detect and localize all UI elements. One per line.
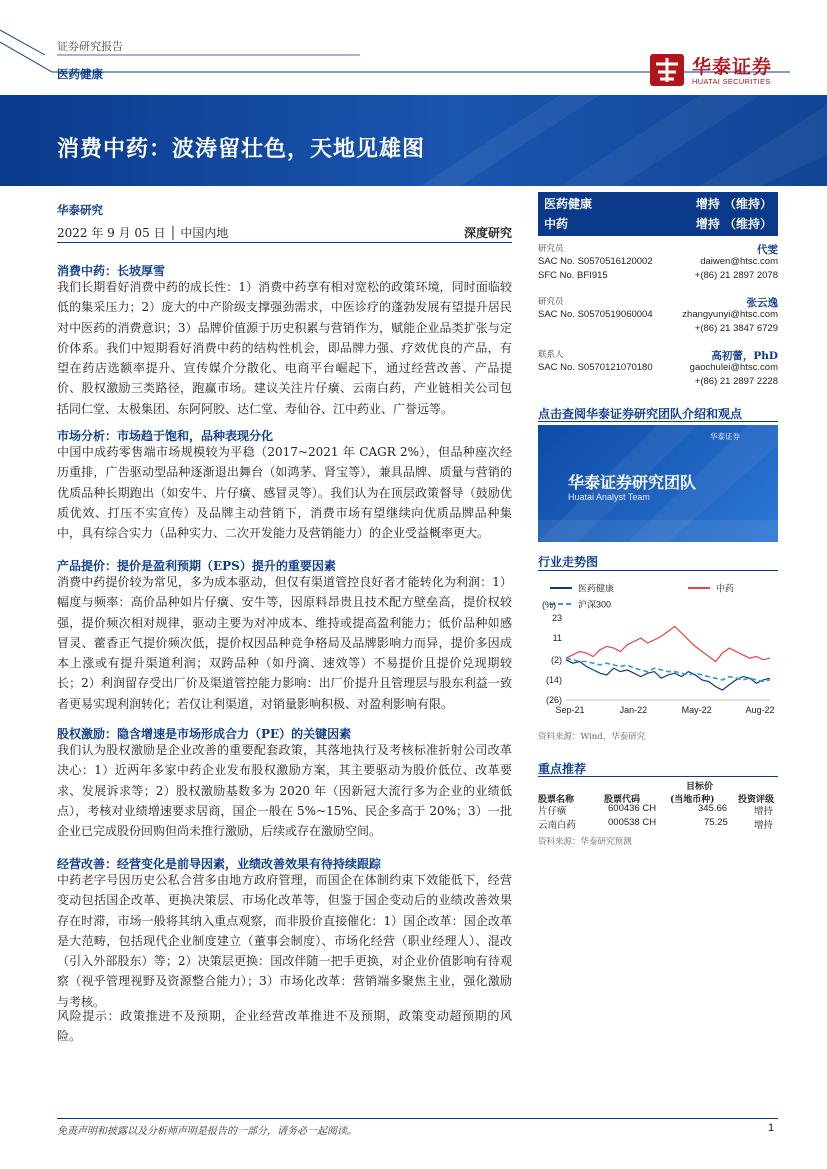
analyst-sac: SAC No. S0570121070180: [538, 362, 653, 373]
rating-row: [544, 195, 772, 215]
team-title: 华泰证券研究团队: [568, 475, 697, 492]
col-target-top: 目标价: [686, 782, 714, 792]
section-body: 我们长期看好消费中药的成长性：1）消费中药享有相对宽松的政策环境，同时面临较低的集采压力；2）庞大的中产阶级支撑强劲需求，中医诊疗的蓬勃发展有望提升居民对中医药的消费意识；3）品牌价值源于历史积累与营销作为，赋能企业品类扩张与定价体系。我们中短期看好消费中药的结构性机会，即品牌力强、疗效优良的产品，有望在药店选额率提升、宣传媒介分散化、电商平台崛起下，通过经营改善、产品提价、股权激励三类路径，跑赢市场。建议关注片仔癀、云南白药，产业链相关公司包括同仁堂、太极集团、东阿阿胶、达仁堂、寿仙谷、江中药业、广誉远等。: [57, 280, 512, 416]
divider: [538, 570, 778, 571]
analyst-card: [538, 242, 778, 284]
section-body: 中药老字号因历史公私合营多由地方政府管理，而国企在体制约束下效能低下，经营变动包括国企改革、更换决策层、市场化改革等，但鉴于国企变动后的业绩改善效果存在时滞，市场一般将其纳入重点观察，而非股价直接催化：1）国企改革：国企改革是大范畴，包括现代企业制度建立（董事会制度）、市场化经营（职业经理人）、混改（引入外部股东）等；2）决策层更换：国改伴随一把手更换，对企业价值影响有待观察（视乎管理视野及资源整合能力）；3）市场化改革：营销端多聚焦主业，强化激励与考核。: [57, 873, 512, 1009]
section-tag: 医药健康: [57, 67, 103, 81]
analyst-sac: SAC No. S0570516120002: [538, 256, 653, 267]
x-tick-label: Aug-22: [745, 705, 775, 715]
company-logo: [650, 52, 790, 88]
logo-subtext: HUATAI SECURITIES: [692, 77, 771, 86]
analyst-name: 高初蕾，PhD: [711, 350, 778, 362]
team-subtitle: Huatai Analyst Team: [568, 492, 650, 502]
divider: [57, 242, 512, 243]
logo-mark-icon: [650, 54, 684, 86]
section-body: 消费中药提价较为常见，多为成本驱动，但仅有渠道管控良好者才能转化为利润：1）幅度与频率：高价品种如片仔癀、安牛等，因原料昂贵且技术配方壁垒高，提价权较强，提价频次相对规律，驱动主要为对冲成本、维持或提高盈利能力；低价品种如感冒灵、藿香正气提价频次低，提价权因品种竞争格局及品牌影响力而异，提价多因成本上涨或有提升渠道利润；双跨品种（如丹滴、速效等）不易提价且提价兑现期较长；2）利润留存受出厂价及渠道管控能力影响：出厂价提升且管理层与股东利益一致者更易实现利润转化；若仅让利渠道，对销量影响积极、对盈利影响有限。: [57, 575, 512, 711]
x-tick-label: May-22: [681, 705, 712, 715]
col-header: 股票名称: [538, 795, 575, 805]
chart-title: 行业走势图: [538, 555, 599, 569]
section-body: 中国中成药零售端市场规模较为平稳（2017~2021 年 CAGR 2%），但品种座次经历重排，广告驱动型品种逐渐退出舞台（如鸿茅、肾宝等），兼具品牌、质量与营销的优质品种长期跑出（如安牛、片仔癀、感冒灵等）。我们认为在顶层政策督导（鼓励优质优效、打压不实宣传）及品牌主动营销下，消费市场有望继续向优质品牌品种集中，具有综合实力（品种实力、二次开发能力及营销能力）的企业受益概率更大。: [57, 445, 512, 541]
analyst-card: [538, 295, 778, 337]
legend-label: 中药: [716, 583, 735, 594]
legend-label: 医药健康: [578, 583, 615, 594]
y-tick-label: 11: [552, 633, 562, 644]
stock-table: [538, 777, 778, 831]
report-title: 消费中药：波涛留壮色，天地见雄图: [57, 136, 426, 162]
analyst-email[interactable]: daiwen@htsc.com: [700, 256, 778, 267]
stocks-title: 重点推荐: [538, 762, 587, 776]
section-title: 产品提价：提价是盈利预期（EPS）提升的重要因素: [57, 559, 336, 573]
col-header: 投资评级: [738, 795, 775, 805]
section-title: 股权激励：隐含增速是市场形成合力（PE）的关键因素: [57, 727, 352, 741]
rating-row: [544, 215, 772, 235]
analyst-card: [538, 348, 778, 390]
title-banner: [0, 95, 827, 186]
rating-value: 增持 （维持）: [695, 197, 772, 211]
footer-divider: [57, 1118, 778, 1119]
page-number: 1: [768, 1122, 775, 1134]
team-banner[interactable]: [538, 425, 778, 542]
footer-disclaimer: 免责声明和披露以及分析师声明是报告的一部分，请务必一起阅读。: [57, 1126, 357, 1137]
analyst-name: 代雯: [757, 244, 778, 256]
col-header: (当地币种): [670, 795, 715, 805]
analyst-role: 研究员: [538, 244, 564, 254]
team-logo: 华泰证券: [710, 432, 740, 441]
chart-source: 资料来源：Wind，华泰研究: [538, 732, 646, 742]
stock-target: 345.66: [698, 803, 728, 814]
report-date: 2022 年 9 月 05 日 │ 中国内地: [57, 226, 229, 240]
stock-code: 600436 CH: [608, 803, 657, 814]
risk-note: 风险提示：政策推进不及预期，企业经营改革推进不及预期，政策变动超预期的风险。: [57, 1009, 512, 1044]
stock-code: 000538 CH: [608, 817, 657, 828]
stock-name: 云南白药: [538, 820, 577, 831]
analyst-phone: +(86) 21 2897 2228: [694, 376, 778, 387]
section-title: 消费中药：长坡厚雪: [57, 264, 166, 278]
logo-text: 华泰证券: [692, 57, 773, 78]
rating-value: 增持 （维持）: [695, 217, 772, 231]
table-header: [538, 777, 778, 803]
analyst-phone: +(86) 21 3847 6729: [694, 323, 778, 334]
x-tick-label: Sep-21: [555, 705, 585, 715]
analyst-phone: +(86) 21 2897 2078: [694, 270, 778, 281]
table-row: [538, 817, 778, 831]
table-source: 资料来源：华泰研究预测: [538, 837, 632, 847]
y-tick-label: 23: [551, 613, 562, 623]
y-tick-label: (2): [551, 654, 562, 665]
analyst-email[interactable]: zhangyunyi@htsc.com: [682, 309, 778, 320]
stock-rating: 增持: [754, 806, 774, 817]
team-link[interactable]: 点击查阅华泰证券研究团队介绍和观点: [538, 407, 743, 421]
series-line: [566, 660, 770, 690]
page-header: [0, 0, 827, 95]
analyst-role: 研究员: [538, 297, 564, 307]
section-title: 经营改善：经营变化是前导因素，业绩改善效果有待持续跟踪: [57, 857, 382, 871]
series-line: [566, 626, 770, 661]
date-line: [57, 224, 512, 241]
y-tick-label: (26): [545, 695, 562, 705]
table-row: [538, 803, 778, 817]
stock-rating: 增持: [754, 820, 774, 831]
y-axis-label: (%): [542, 600, 556, 610]
trend-chart: [538, 578, 778, 718]
analyst-sfc: SFC No. BFI915: [538, 270, 608, 281]
analyst-sac: SAC No. S0570519060004: [538, 309, 653, 320]
stock-name: 片仔癀: [538, 806, 567, 817]
col-header: 股票代码: [604, 795, 641, 805]
y-tick-label: (14): [545, 674, 562, 685]
rating-sector: 中药: [544, 217, 569, 231]
stock-target: 75.25: [704, 817, 728, 828]
x-tick-label: Jan-22: [619, 705, 648, 715]
section-body: 我们认为股权激励是企业改善的重要配套政策，其落地执行及考核标准折射公司改革决心：1）近两年多家中药企业发布股权激励方案，其主要驱动为股价低位、改革要求、发展诉求等；2）股权激励基数多为 2020 年（因新冠大流行多为企业的业绩低点），考核对业绩增速要求居商，国企一般在 5%~15%、民企多高于 20%；3）一批企业已完成股份回购但尚未推行激励，后续或存在激励空间。: [57, 743, 512, 839]
analyst-email[interactable]: gaochulei@htsc.com: [689, 362, 778, 373]
report-type: 证券研究报告: [57, 40, 123, 53]
rating-box: [538, 192, 778, 236]
section-title: 市场分析：市场趋于饱和，品种表现分化: [57, 429, 274, 443]
divider: [538, 421, 778, 422]
org-name: 华泰研究: [57, 203, 103, 217]
analyst-name: 张云逸: [746, 297, 778, 309]
analyst-role: 联系人: [538, 350, 564, 360]
rating-sector: 医药健康: [544, 197, 593, 211]
legend-label: 沪深300: [578, 599, 612, 610]
report-kind: 深度研究: [463, 226, 512, 240]
